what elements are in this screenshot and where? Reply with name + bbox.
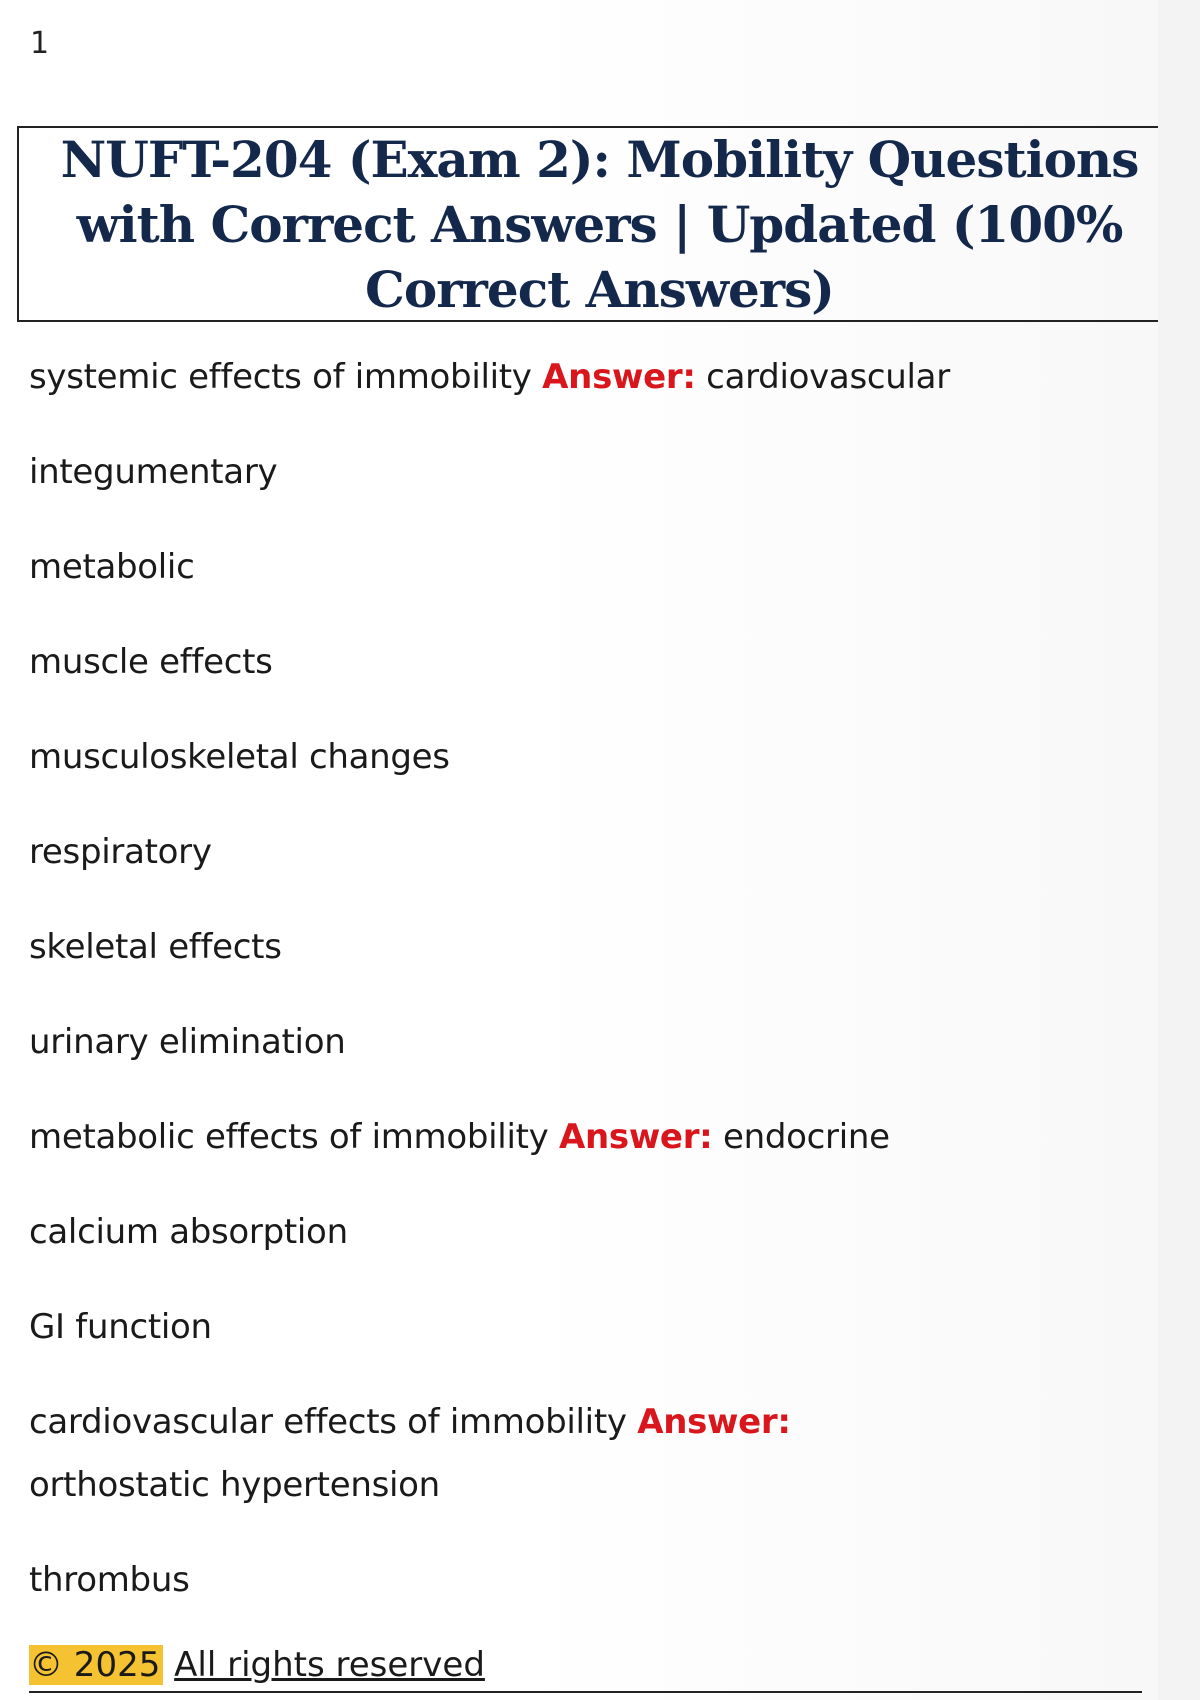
list-item [29,1106,1139,1169]
list-item [29,631,1139,694]
list-item [29,1011,1139,1074]
page-number: 1 [30,26,50,61]
question-text: cardiovascular effects of immobility [29,1402,627,1442]
item-text: GI function [29,1307,212,1347]
answer-text: orthostatic hypertension [29,1465,440,1505]
answer-text: endocrine [722,1117,890,1157]
list-item [29,916,1139,979]
title-box [17,126,1182,322]
list-item [29,346,1139,409]
item-text: metabolic [29,547,195,587]
list-item [29,1201,1139,1264]
document-title: NUFT-204 (Exam 2): Mobility Questions with Correct Answers | Updated (100% Correct Answers) [60,129,1139,319]
rights-reserved-text: All rights reserved [174,1645,485,1685]
item-text: calcium absorption [29,1212,348,1252]
question-text: systemic effects of immobility [29,357,532,397]
item-text: integumentary [29,452,278,492]
copyright-footer [29,1639,1142,1693]
page-gutter [1158,0,1200,1700]
answer-label: Answer: [637,1402,791,1442]
qa-list [29,346,1139,1644]
item-text: muscle effects [29,642,273,682]
answer-label: Answer: [542,357,696,397]
list-item [29,1296,1139,1359]
list-item [29,536,1139,599]
list-item [29,1391,969,1517]
answer-label: Answer: [558,1117,713,1157]
question-text: metabolic effects of immobility [29,1117,549,1157]
list-item [29,1549,1139,1612]
item-text: skeletal effects [29,927,282,967]
item-text: urinary elimination [29,1022,346,1062]
copyright-year-highlight: © 2025 [29,1645,163,1685]
list-item [29,441,1139,504]
item-text: musculoskeletal changes [29,737,450,777]
item-text: thrombus [29,1560,190,1600]
answer-text: cardiovascular [706,357,950,397]
item-text: respiratory [29,832,212,872]
list-item [29,821,1139,884]
list-item [29,726,1139,789]
